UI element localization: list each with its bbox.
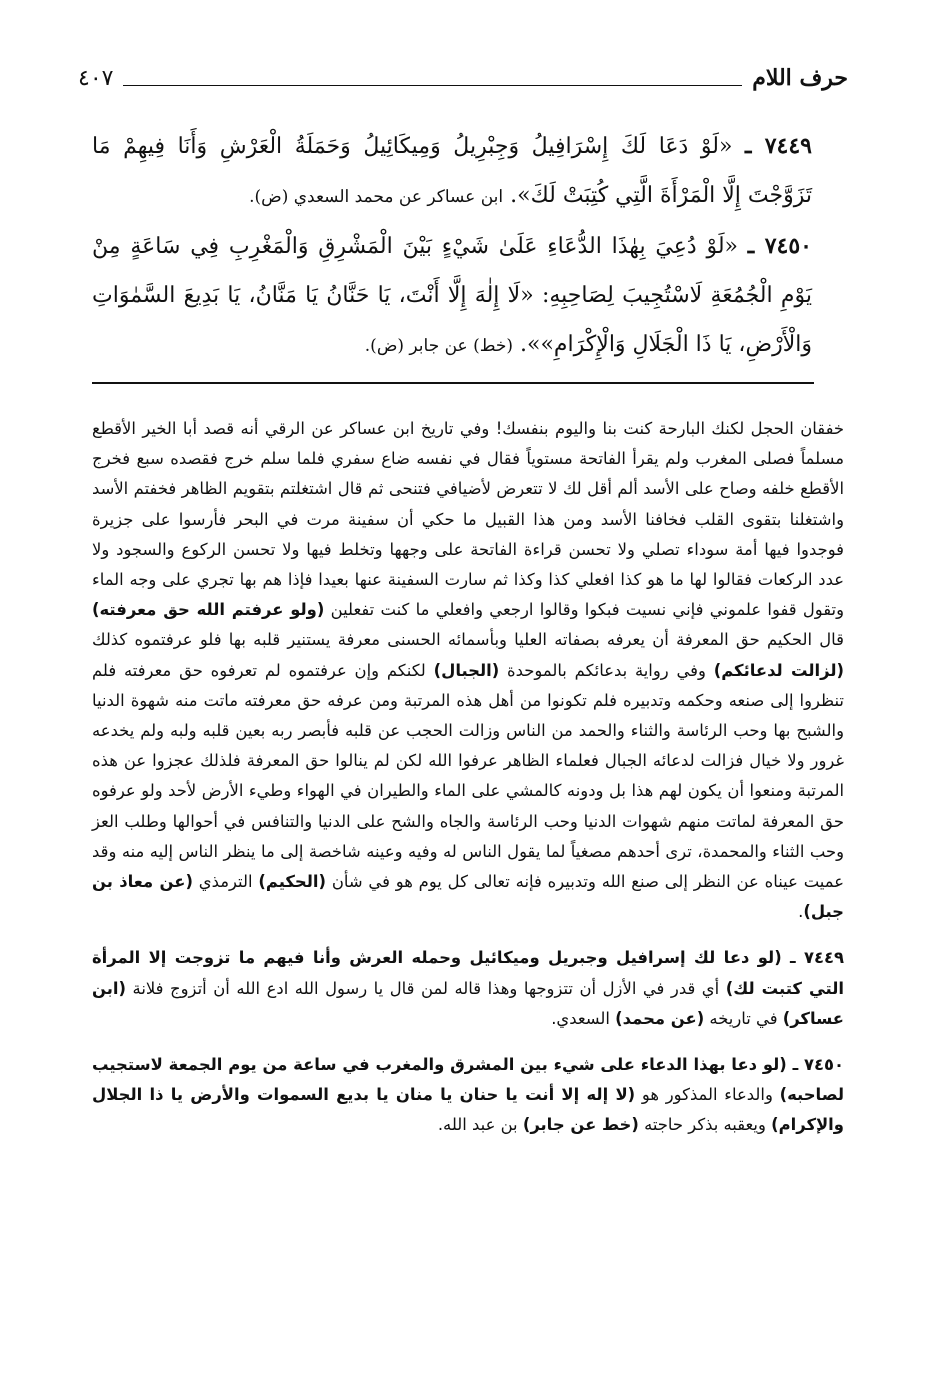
hadith-source: ابن عساكر عن محمد السعدي (ض). — [249, 187, 504, 207]
hadith-text: «لَوْ دُعِيَ بِهٰذَا الدُّعَاءِ عَلَىٰ شَيْءٍ بَيْنَ الْمَشْرِقِ وَالْمَغْرِبِ فِي سَاعَةٍ مِنْ يَوْمِ الْجُمُعَةِ لَاسْتُجِيبَ لِصَاحِبِهِ: «لَا إِلٰهَ إِلَّا أَنْتَ، يَا حَنَّانُ يَا مَنَّانُ، يَا بَدِيعَ السَّمٰوَاتِ وَالْأَرْضِ، يَا ذَا الْجَلَالِ وَالْإِكْرَامِ»». — [92, 234, 812, 357]
commentary-text: السعدي. — [551, 1008, 616, 1028]
commentary-text: قال الحكيم حق المعرفة أن يعرفه بصفاته العليا وبأسمائه الحسنى معرفة يستنير قلبه بها فلو عرفتموه كذلك — [92, 630, 844, 650]
quoted-phrase: (ولو عرفتم الله حق معرفته) — [92, 600, 325, 620]
commentary-text: ويعقبه بذكر حاجته — [638, 1115, 772, 1135]
chapter-title: حرف اللام — [752, 65, 848, 91]
quoted-phrase: (لزالت لدعائكم) — [713, 660, 844, 680]
hadith-7449 — [92, 122, 812, 222]
quoted-phrase: (عن محمد) — [615, 1008, 705, 1028]
commentary-text: في تاريخه — [704, 1008, 783, 1028]
commentary-paragraph-7449 — [92, 943, 844, 1034]
hadith-source: (خط) عن جابر (ض). — [364, 336, 514, 356]
commentary-text: أي قدر في الأزل أن تتزوجها وهذا قاله لمن قال يا رسول الله ادع الله أن أتزوج فلانة — [126, 978, 726, 998]
commentary-text: . — [798, 902, 804, 922]
quoted-phrase: (خط عن جابر) — [522, 1115, 639, 1135]
commentary-paragraph-7450 — [92, 1050, 844, 1141]
quoted-phrase: (الجبال) — [433, 660, 500, 680]
quoted-phrase: ٧٤٥٠ ـ (لو دعا بهذا الدعاء على شيء بين المشرق والمغرب في ساعة من يوم الجمعة لاستجيب لصاحبه) — [92, 1055, 845, 1105]
header-rule — [123, 85, 742, 86]
quoted-phrase: (ابن عساكر) — [92, 978, 844, 1028]
page-number: ٤٠٧ — [78, 65, 114, 91]
commentary-text: بن عبد الله. — [437, 1115, 523, 1135]
commentary-paragraph — [92, 414, 844, 927]
commentary-text: لكنكم وإن عرفتموه لم تعرفوه حق معرفته فلم تنظروا إلى صنعه وحكمه وتدبيره فلم تكونوا من أهل هذه المرتبة ومن عرفه حق معرفته ماتت منه شهوة الدنيا والشبح بها وحب الرئاسة والثناء والحمد من الناس وزالت الحجب عن قلبه فأبصر ربه بعين قلبه ولبه ولم يخدعه غرور ولا خيال فزالت لدعائه الجبال فعلماء الظاهر عرفوا الله لكن لم ينالوا حق المعرفة فلذلك عجزوا عن هذه المرتبة ومنعوا أن يكون لهم هذا بل ودونه كالمشي على الماء والطيران في الهواء وطيء الأرض لأحد ولو عرفوه حق المعرفة لماتت منهم شهوات الدنيا وحب الرئاسة والجاه والشح على الدنيا والتنافس في أحوالها وطلب العز وحب الثناء والمحمدة، ترى أحدهم مصغياً لما يقول الناس له وفيه وعينه شاخصة إلى ما ينظر الناس إليه منه وقد عميت عيناه عن النظر إلى صنع الله وتدبيره فإنه تعالى كل يوم هو في شأن — [92, 660, 844, 892]
quoted-phrase: ٧٤٤٩ ـ (لو دعا لك إسرافيل وجبريل وميكائيل وحمله العرش وأنا فيهم ما تزوجت إلا المرأة التي كتبت لك) — [92, 948, 844, 998]
commentary-text: وفي رواية بدعائكم بالموحدة — [499, 660, 714, 680]
commentary-text: الترمذي — [192, 872, 259, 892]
hadith-text: «لَوْ دَعَا لَكَ إِسْرَافِيلُ وَجِبْرِيلُ وَمِيكَائِيلُ وَحَمَلَةُ الْعَرْشِ وَأَنَا فِيهِمْ مَا تَزَوَّجْتَ إِلَّا الْمَرْأَةَ الَّتِي كُتِبَتْ لَكَ». — [92, 134, 812, 208]
quoted-phrase: (لا إله إلا أنت يا حنان يا منان يا بديع السموات والأرض يا ذا الجلال والإكرام) — [92, 1085, 844, 1135]
quoted-phrase: (الحكيم) — [258, 872, 327, 892]
hadith-number: ٧٤٥٠ ـ — [747, 233, 812, 259]
commentary — [92, 414, 844, 1141]
footnote-divider — [92, 382, 814, 384]
commentary-text: والدعاء المذكور هو — [635, 1085, 780, 1105]
hadith-number: ٧٤٤٩ ـ — [745, 133, 812, 159]
quoted-phrase: (عن معاذ بن جبل) — [92, 872, 844, 922]
commentary-text: خفقان الحجل لكنك البارحة كنت بنا واليوم بنفسك! وفي تاريخ ابن عساكر عن الرقي أنه قصد أبا الخير الأقطع مسلماً فصلى المغرب ولم يقرأ الفاتحة مستوياً فقال في نفسه ضاع سفري فلما سلم خرج فقصده سبع فخرج الأقطع خلفه وصاح على الأسد ألم أقل لك لا تتعرض لأضيافي فتنحى ثم قال اشتغلتم بتقويم الظاهر فخفتم الأسد واشتغلنا بتقوى القلب فخافنا الأسد ومن هذا القبيل ما حكي أن سفينة مرت في البحر فأرسوا على جزيرة فوجدوا فيها أمة سوداء تصلي ولا تحسن قراءة الفاتحة على وجهها وتخلط فيها ولا تحسن الركوع والسجود ولا عدد الركعات فقالوا لها ما هو كذا افعلي كذا وكذا ثم سارت السفينة عنها بعيدا فإذا هم بها تجري على وجه الماء وتقول قفوا علموني فإني نسيت فبكوا وقالوا ارجعي وافعلي ما كنت تفعلين — [92, 419, 844, 620]
hadith-7450 — [92, 222, 812, 371]
running-header — [78, 60, 848, 96]
